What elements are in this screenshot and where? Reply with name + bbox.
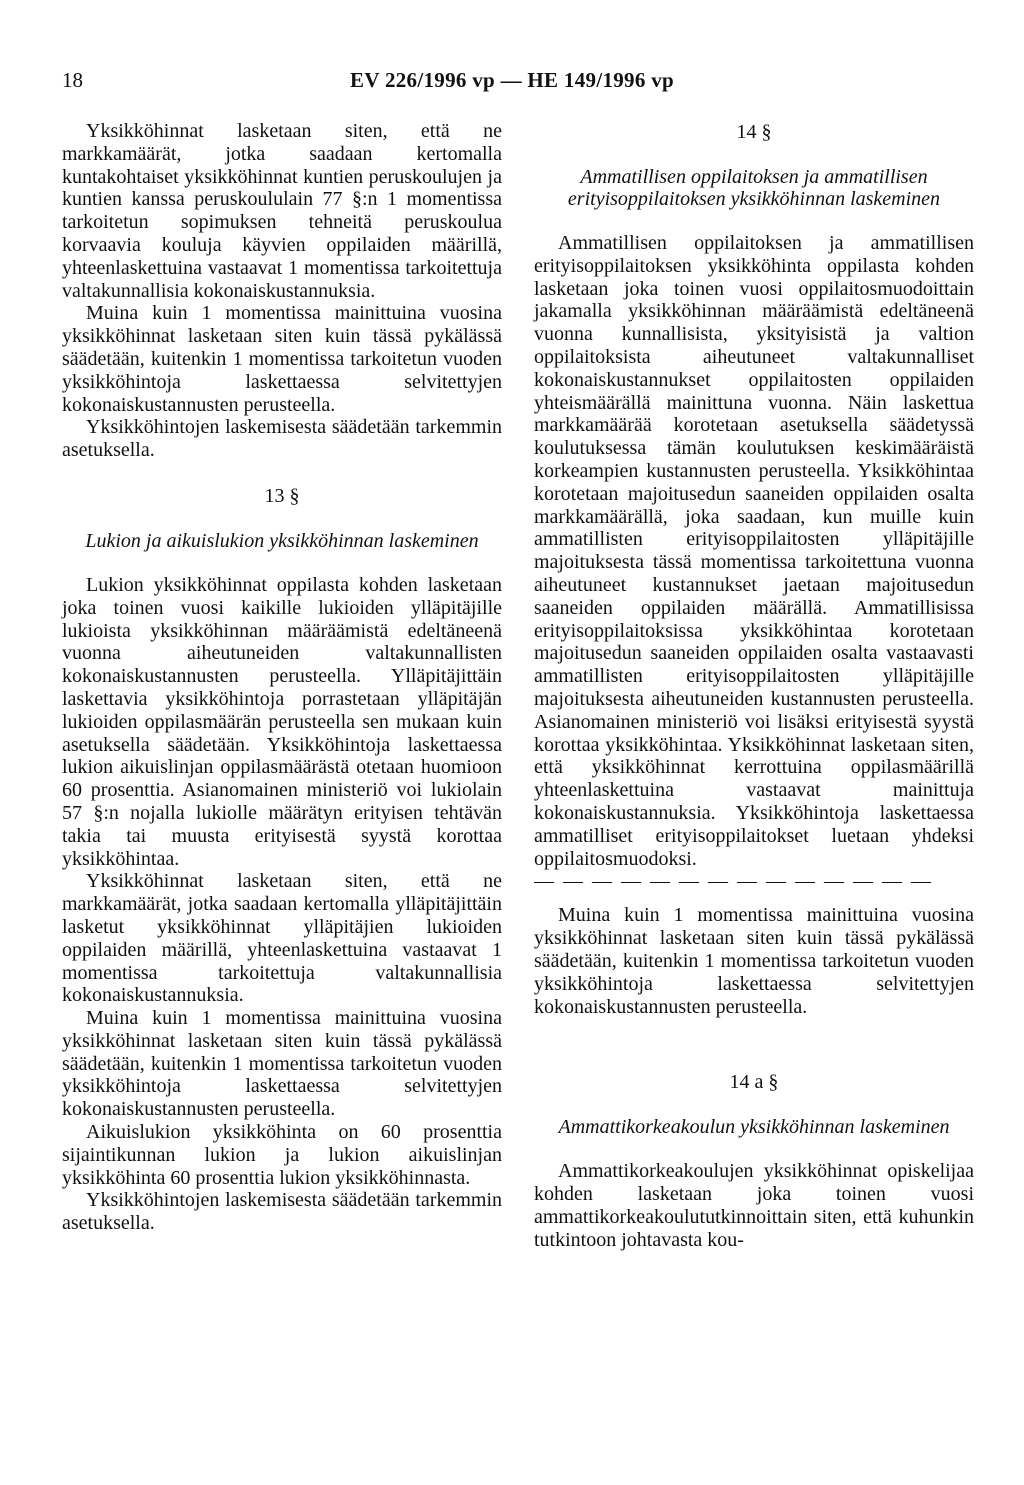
section-heading-14a: 14 a § <box>729 1071 779 1094</box>
paragraph: Lukion yksikköhinnat oppilasta kohden lasketaan joka toinen vuosi kaikille lukioiden ylläpitäjille lukioista yksikköhinnan määräämistä edeltäneenä vuonna aiheutuneiden valtakunnallisten kokonaiskustannusten perusteella. Ylläpitäjittäin laskettavia yksikköhintoja porrastetaan ylläpitäjän lukioiden oppilasmäärän perusteella sen mukaan kuin asetuksella säädetään. Yksikköhintoja laskettaessa lukion aikuislinjan oppilasmäärästä otetaan huomioon 60 prosenttia. Asianomainen ministeriö voi lukiolain 57 §:n nojalla lukiolle määrätyn erityisen tehtävän takia tai muusta erityisestä syystä korottaa yksikköhintaa. <box>62 573 502 870</box>
section-heading-13: 13 § <box>264 484 300 507</box>
paragraph: Muina kuin 1 momentissa mainittuina vuosina yksikköhinnat lasketaan siten kuin tässä pykälässä säädetään, kuitenkin 1 momentissa tarkoitetun vuoden yksikköhintoja laskettaessa selvitettyjen kokonaiskustannusten perusteella. <box>534 904 974 1018</box>
paragraph: Yksikköhinnat lasketaan siten, että ne markkamäärät, jotka saadaan kertomalla ylläpitäjittäin lasketut yksikköhinnat ylläpitäjien lukioiden oppilaiden määrillä, yhteenlaskettuina vastaavat 1 momentissa tarkoitettuja valtakunnallisia kokonaiskustannuksia. <box>62 870 502 1007</box>
section-heading-14: 14 § <box>736 121 772 143</box>
section-title-14a: Ammattikorkeakoulun yksikköhinnan laskeminen <box>558 1116 950 1139</box>
omission-separator: — — — — — — — — — — — — — — <box>534 870 933 893</box>
left-column <box>62 120 502 1235</box>
paragraph: Ammattikorkeakoulujen yksikköhinnat opiskelijaa kohden lasketaan joka toinen vuosi ammattikorkeakoulututkinnoittain siten, että kuhunkin tutkintoon johtavasta kou- <box>534 1160 974 1251</box>
right-column <box>534 120 974 1251</box>
section-title-13: Lukion ja aikuislukion yksikköhinnan laskeminen <box>85 529 479 552</box>
section-title-14: Ammatillisen oppilaitoksen ja ammatillisen erityisoppilaitoksen yksikköhinnan laskeminen <box>567 166 941 210</box>
paragraph: Yksikköhintojen laskemisesta säädetään tarkemmin asetuksella. <box>62 416 502 462</box>
page-number: 18 <box>62 68 83 92</box>
paragraph: Muina kuin 1 momentissa mainittuina vuosina yksikköhinnat lasketaan siten kuin tässä pykälässä säädetään, kuitenkin 1 momentissa tarkoitetun vuoden yksikköhintoja laskettaessa selvitettyjen kokonaiskustannusten perusteella. <box>62 1007 502 1121</box>
paragraph: Muina kuin 1 momentissa mainittuina vuosina yksikköhinnat lasketaan siten kuin tässä pykälässä säädetään, kuitenkin 1 momentissa tarkoitetun vuoden yksikköhintoja laskettaessa selvitettyjen kokonaiskustannusten perusteella. <box>62 302 502 416</box>
paragraph: Ammatillisen oppilaitoksen ja ammatillisen erityisoppilaitoksen yksikköhinta oppilasta kohden lasketaan joka toinen vuosi oppilaitosmuodoittain jakamalla yksikköhinnan määräämistä edeltäneenä vuonna kunnallisista, yksityisistä ja valtion oppilaitoksista aiheutuneet valtakunnalliset kokonaiskustannukset oppilaitosten oppilaiden yhteismäärällä mainittuna vuonna. Näin laskettua markkamäärää korotetaan asetuksella säädetyssä koulutuksessa tämän koulutuksen keskimääräistä korkeampien kustannusten perusteella. Yksikköhintaa korotetaan majoitusedun saaneiden oppilaiden osalta markkamäärällä, joka saadaan, kun muille kuin ammatillisten erityisoppilaitosten ylläpitäjille majoituksesta tässä momentissa tarkoitettuna vuonna aiheutuneet kustannukset jaetaan majoitusedun saaneiden oppilaiden määrällä. Ammatillisissa erityisoppilaitoksissa yksikköhintaa korotetaan majoitusedun saaneiden oppilaiden osalta vastaavasti ammatillisten erityisoppilaitosten ylläpitäjille majoituksesta aiheutuneiden kustannusten perusteella. Asianomainen ministeriö voi lisäksi erityisestä syystä korottaa yksikköhintaa. Yksikköhinnat lasketaan siten, että yksikköhinnat kerrottuina oppilasmäärillä yhteenlaskettuina vastaavat mainittuja kokonaiskustannuksia. Yksikköhintoja laskettaessa ammatilliset erityisoppilaitokset luetaan yhdeksi oppilaitosmuodoksi. <box>534 232 974 870</box>
paragraph: Yksikköhinnat lasketaan siten, että ne markkamäärät, jotka saadaan kertomalla kuntakohtaiset yksikköhinnat kuntien peruskoulujen ja kuntien kanssa peruskoululain 77 §:n 1 momentissa tarkoitetun sopimuksen tehneitä peruskoulua korvaavia kouluja käyvien oppilaiden määrillä, yhteenlaskettuina vastaavat 1 momentissa tarkoitettuja valtakunnallisia kokonaiskustannuksia. <box>62 120 502 302</box>
running-header: EV 226/1996 vp — HE 149/1996 vp <box>350 68 674 92</box>
paragraph: Yksikköhintojen laskemisesta säädetään tarkemmin asetuksella. <box>62 1189 502 1235</box>
paragraph: Aikuislukion yksikköhinta on 60 prosenttia sijaintikunnan lukion ja lukion aikuislinjan yksikköhinta 60 prosenttia lukion yksikköhinnasta. <box>62 1121 502 1189</box>
